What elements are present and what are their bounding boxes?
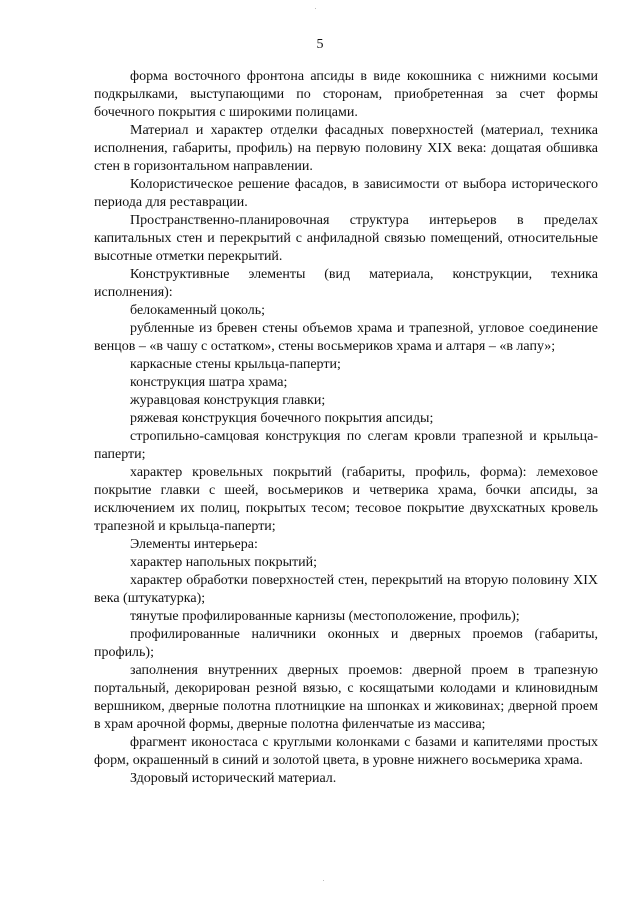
list-item: профилированные наличники оконных и дверных проемов (габариты, профиль); <box>94 627 598 660</box>
list-item: тянутые профилированные карнизы (местоположение, профиль); <box>130 609 520 624</box>
list-item: характер обработки поверхностей стен, перекрытий на вторую половину XIX века (штукатурка); <box>94 573 598 606</box>
paragraph-interior-structure: Пространственно-планировочная структура интерьеров в пределах капитальных стен и перекрытий с анфиладной связью помещений, относительные высотные отметки перекрытий. <box>94 213 598 264</box>
paragraph-color-scheme: Колористическое решение фасадов, в зависимости от выбора исторического периода для реставрации. <box>94 177 598 210</box>
list-item: характер напольных покрытий; <box>130 555 317 570</box>
paragraph-apse-pediment: форма восточного фронтона апсиды в виде кокошника с нижними косыми подкрылками, выступающими по сторонам, приобретенная за счет формы бочечного покрытия с широкими полицами. <box>94 69 598 120</box>
list-item: каркасные стены крыльца-паперти; <box>130 357 341 372</box>
paragraph-structural-elements: Конструктивные элементы (вид материала, конструкции, техника исполнения): <box>94 267 598 300</box>
list-item: фрагмент иконостаса с круглыми колонками с базами и капителями простых форм, окрашенный в синий и золотой цвета, в уровне нижнего восьмерика храма. <box>94 735 598 768</box>
list-item: характер кровельных покрытий (габариты, профиль, форма): лемеховое покрытие главки с шеей, восьмериков и четверика храма, бочки апсиды, за исключением их полиц, покрытых тесом; тесовое покрытие двухскатных кровель трапезной и крыльца-паперти; <box>94 465 598 534</box>
list-item: конструкция шатра храма; <box>130 375 288 390</box>
scan-dot <box>315 8 316 9</box>
document-body <box>94 68 598 788</box>
list-item: белокаменный цоколь; <box>130 303 266 318</box>
paragraph-interior-elements: Элементы интерьера: <box>130 537 258 552</box>
list-item: журавцовая конструкция главки; <box>130 393 326 408</box>
list-item: рубленные из бревен стены объемов храма и трапезной, угловое соединение венцов – «в чашу с остатком», стены восьмериков храма и алтаря – «в лапу»; <box>94 321 598 354</box>
page-number: 5 <box>316 37 324 52</box>
list-item: ряжевая конструкция бочечного покрытия апсиды; <box>130 411 434 426</box>
list-item: стропильно-самцовая конструкция по слегам кровли трапезной и крыльца-паперти; <box>94 429 598 462</box>
list-item: заполнения внутренних дверных проемов: дверной проем в трапезную портальный, декорирован резной вязью, с косящатыми колодами и клиновидным вершником, дверные полотна плотницкие на шпонках и жиковинах; дверной проем в храм арочной формы, дверные полотна филенчатые из массива; <box>94 663 598 732</box>
scan-dot <box>323 880 324 881</box>
paragraph-historic-material: Здоровый исторический материал. <box>130 771 337 786</box>
paragraph-facade-finish: Материал и характер отделки фасадных поверхностей (материал, техника исполнения, габариты, профиль) на первую половину XIX века: дощатая обшивка стен в горизонтальном направлении. <box>94 123 598 174</box>
